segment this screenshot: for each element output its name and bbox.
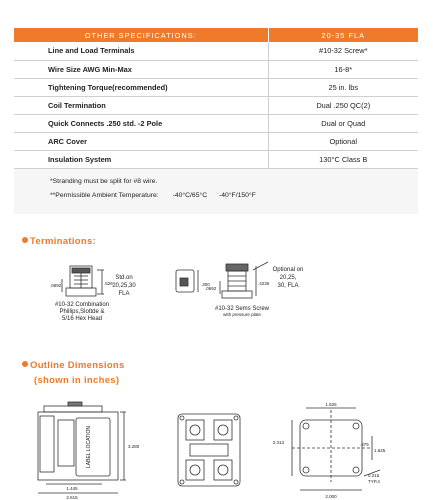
spec-label: Insulation System [14,150,268,168]
dim-875: .875 [360,442,369,447]
spec-value: Dual .250 QC(2) [268,96,418,114]
std-line-1: Std.on [115,275,133,281]
note-temp-fahrenheit: -40°F/150°F [219,191,256,199]
std-line-2: 20,25,30 [112,283,136,289]
terminal-plate-left [66,288,96,296]
dim-left-b: .526 [104,281,113,286]
spec-label: Tightening Torque(recommended) [14,78,268,96]
spec-value: #10-32 Screw* [268,42,418,60]
terminal-screw-icon [190,465,200,475]
spec-label: Wire Size AWG Min-Max [14,60,268,78]
spec-value: 16-8* [268,60,418,78]
opt-line-1: Optional on [272,267,304,273]
termination-right-diagram [176,262,268,298]
screw-head-left [72,268,90,273]
dim-2000: 2.000 [325,494,337,499]
terminal-screw-icon [218,465,228,475]
terminal-plate-right [222,291,252,298]
terminal-screw-icon [190,425,200,435]
screw-head-right [226,264,248,271]
dim-2313: 2.313 [272,440,284,445]
label-location-text: LABEL LOCATION [86,426,92,468]
outline-title: Outline Dimensions [22,360,125,371]
spec-label: Quick Connects .250 std. -2 Pole [14,114,268,132]
outline-subtitle: (shown in inches) [34,375,120,386]
mounting-hole-icon [303,467,309,473]
dim-1625-side: 1.625 [374,448,386,453]
termination-left-diagram [62,266,104,296]
dim-right-c: .4236 [258,281,270,286]
spec-header-right: 20-35 FLA [268,28,418,42]
std-line-3: FLA [118,291,130,297]
note-temp-label: **Permissible Ambient Temperature: [50,191,159,199]
mounting-hole-icon [353,423,359,429]
mounting-hole-icon [303,423,309,429]
spec-value: 25 in. lbs [268,78,418,96]
dim-1625-top: 1.625 [325,402,337,407]
mounting-hole-icon [353,467,359,473]
dim-height-left: 3.280 [128,444,140,449]
dim-typ4: TYP.4 [368,479,380,484]
outline-side-view [38,402,126,493]
spec-label: ARC Cover [14,132,268,150]
right-caption-1: #10-32 Sems Screw [214,306,270,312]
dim-width-inner: 1.445 [66,486,78,491]
spec-label: Line and Load Terminals [14,42,268,60]
note-stranding: *Stranding must be split for #8 wire. [50,177,158,185]
opt-line-2: 20,25, [279,275,297,281]
right-caption-2: with pressure plate [223,312,261,317]
opt-line-3: 30, FLA [277,283,299,289]
terminal-screw-icon [218,425,228,435]
left-caption-3: 5/16 Hex Head [61,316,103,322]
spec-value: Optional [268,132,418,150]
outline-mounting-view [292,408,380,490]
terminations-title: Terminations: [22,236,96,247]
outline-top-view [178,414,240,486]
spec-header-left: OTHER SPECIFICATIONS: [14,28,268,42]
spec-value: 130°C Class B [268,150,418,168]
dim-right-b: .0692 [205,286,217,291]
left-caption-2: Phillips,Slottde & [59,309,105,315]
note-temp-celsius: -40°C/65°C [172,191,208,199]
dim-right-a: .300 [201,282,210,287]
spec-value: Dual or Quad [268,114,418,132]
left-caption-1: #10-32 Combination [54,302,110,308]
dim-0215: 0.215 [368,473,380,478]
dim-left-a: .0692 [50,283,62,288]
spec-label: Coil Termination [14,96,268,114]
dim-width-outer: 2.615 [66,495,78,500]
